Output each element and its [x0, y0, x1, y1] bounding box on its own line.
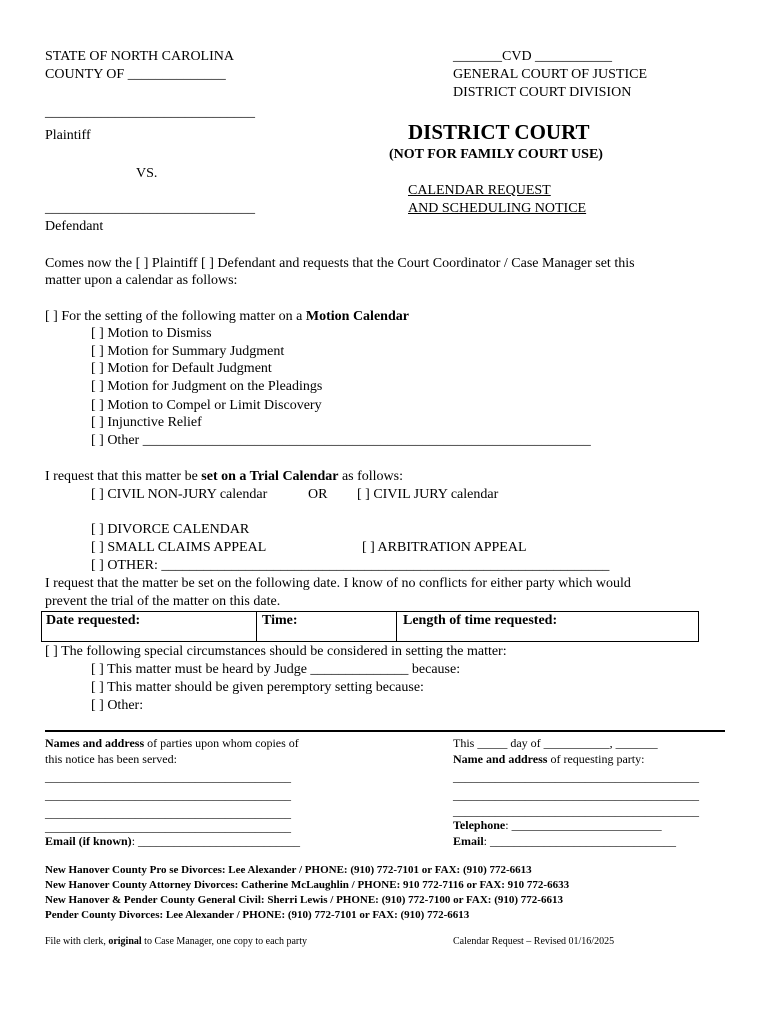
court-subtitle: (NOT FOR FAMILY COURT USE)	[389, 147, 603, 162]
civil-nonjury-option[interactable]: [ ] CIVIL NON-JURY calendar	[91, 487, 268, 502]
contact-line: New Hanover & Pender County General Civil: Sherri Lewis / PHONE: (910) 772-7100 or FAX: (910) 772-6613	[45, 894, 563, 906]
revision-note: Calendar Request – Revised 01/16/2025	[453, 936, 615, 947]
date-request-line1: I request that the matter be set on the following date. I know of no conflicts for either party which would	[45, 576, 631, 591]
motion-item[interactable]: [ ] Motion for Default Judgment	[91, 361, 272, 376]
trial-lead-text: I request that this matter be	[45, 469, 202, 484]
intro-line2: matter upon a calendar as follows:	[45, 273, 238, 288]
names-address-tail: of parties upon whom copies of	[144, 736, 299, 750]
email-known-blank: : ___________________________	[131, 834, 301, 848]
county-field[interactable]: COUNTY OF ______________	[45, 67, 226, 82]
table-divider	[396, 612, 397, 641]
names-address-label: Names and address	[45, 736, 145, 750]
court-of-justice: GENERAL COURT OF JUSTICE	[453, 67, 648, 82]
requesting-name-tail: of requesting party:	[547, 752, 645, 766]
special-circumstances-option[interactable]: [ ] The following special circumstances should be considered in setting the matter:	[45, 644, 507, 659]
motion-calendar-option[interactable]	[45, 308, 409, 325]
state-name: STATE OF NORTH CAROLINA	[45, 49, 234, 64]
court-title: DISTRICT COURT	[408, 120, 590, 144]
date-request-line2: prevent the trial of the matter on this date.	[45, 594, 281, 609]
section-divider	[45, 730, 725, 732]
versus-label: VS.	[136, 166, 158, 181]
served-email-field[interactable]	[45, 834, 300, 849]
time-cell[interactable]: Time:	[262, 613, 298, 628]
served-party-field[interactable]: _________________________________________	[45, 806, 291, 820]
small-claims-appeal-option[interactable]: [ ] SMALL CLAIMS APPEAL	[91, 540, 267, 555]
length-requested-cell[interactable]: Length of time requested:	[403, 613, 558, 628]
date-of-service-field[interactable]: This _____ day of ___________, _______	[453, 736, 658, 750]
date-request-table	[41, 611, 699, 642]
trial-other-option[interactable]: [ ] OTHER: ________________________________________________________________	[91, 558, 610, 573]
contact-line: Pender County Divorces: Lee Alexander / PHONE: (910) 772-7101 or FAX: (910) 772-6613	[45, 909, 470, 921]
civil-jury-option[interactable]: [ ] CIVIL JURY calendar	[357, 487, 499, 502]
motion-item[interactable]: [ ] Motion for Judgment on the Pleadings	[91, 379, 323, 394]
trial-calendar-lead	[45, 468, 403, 485]
requesting-email-blank: : _______________________________	[483, 834, 677, 848]
arbitration-appeal-option[interactable]: [ ] ARBITRATION APPEAL	[362, 540, 527, 555]
requesting-party-field[interactable]: _________________________________________	[453, 770, 699, 784]
contact-line: New Hanover County Attorney Divorces: Catherine McLaughlin / PHONE: 910 772-7116 or FAX: 910 772-6633	[45, 879, 570, 891]
special-other-option[interactable]: [ ] Other:	[91, 698, 144, 713]
telephone-label: Telephone	[453, 818, 506, 832]
court-division: DISTRICT COURT DIVISION	[453, 85, 632, 100]
motion-item[interactable]: [ ] Motion for Summary Judgment	[91, 344, 285, 359]
table-divider	[256, 612, 257, 641]
motion-item-other[interactable]: [ ] Other ________________________________________________________________	[91, 433, 591, 448]
form-title-line1: CALENDAR REQUEST	[408, 183, 551, 198]
requesting-party-field[interactable]: _________________________________________	[453, 788, 699, 802]
motion-lead-text: [ ] For the setting of the following matter on a	[45, 309, 306, 324]
defendant-name-field[interactable]: ______________________________	[45, 201, 255, 216]
contact-line: New Hanover County Pro se Divorces: Lee Alexander / PHONE: (910) 772-7101 or FAX: (910) 772-6613	[45, 864, 532, 876]
served-party-field[interactable]: _________________________________________	[45, 820, 291, 834]
motion-item[interactable]: [ ] Motion to Dismiss	[91, 326, 212, 341]
served-party-field[interactable]: _________________________________________	[45, 770, 291, 784]
divorce-calendar-option[interactable]: [ ] DIVORCE CALENDAR	[91, 522, 250, 537]
peremptory-option[interactable]: [ ] This matter should be given peremptory setting because:	[91, 680, 424, 695]
defendant-label: Defendant	[45, 219, 104, 234]
requesting-party-heading	[453, 752, 644, 767]
date-requested-cell[interactable]: Date requested:	[46, 613, 141, 628]
requesting-name-label: Name and address	[453, 752, 548, 766]
telephone-field[interactable]	[453, 818, 662, 833]
telephone-blank: : _________________________	[505, 818, 662, 832]
or-label: OR	[308, 487, 328, 502]
trial-lead-tail: as follows:	[338, 469, 404, 484]
served-party-field[interactable]: _________________________________________	[45, 788, 291, 802]
filing-text-b: to Case Manager, one copy to each party	[141, 936, 308, 947]
filing-instructions	[45, 936, 307, 948]
trial-calendar-label: set on a Trial Calendar	[201, 469, 339, 484]
form-title-line2: AND SCHEDULING NOTICE	[408, 201, 587, 216]
filing-original: original	[108, 936, 142, 947]
served-parties-heading	[45, 736, 299, 751]
cvd-field[interactable]: _______CVD ___________	[453, 49, 613, 64]
intro-line1: Comes now the [ ] Plaintiff [ ] Defendant and requests that the Court Coordinator / Case Manager set this	[45, 256, 635, 271]
motion-calendar-label: Motion Calendar	[305, 309, 409, 324]
motion-item[interactable]: [ ] Motion to Compel or Limit Discovery	[91, 398, 322, 413]
plaintiff-name-field[interactable]: ______________________________	[45, 105, 255, 120]
judge-option[interactable]: [ ] This matter must be heard by Judge ______________ because:	[91, 662, 461, 677]
requesting-email-field[interactable]	[453, 834, 676, 849]
requesting-email-label: Email	[453, 834, 484, 848]
email-known-label: Email (if known)	[45, 834, 132, 848]
requesting-party-field[interactable]: _________________________________________	[453, 804, 699, 818]
served-parties-line2: this notice has been served:	[45, 752, 177, 766]
motion-item[interactable]: [ ] Injunctive Relief	[91, 415, 202, 430]
filing-text-a: File with clerk,	[45, 936, 109, 947]
plaintiff-label: Plaintiff	[45, 128, 91, 143]
